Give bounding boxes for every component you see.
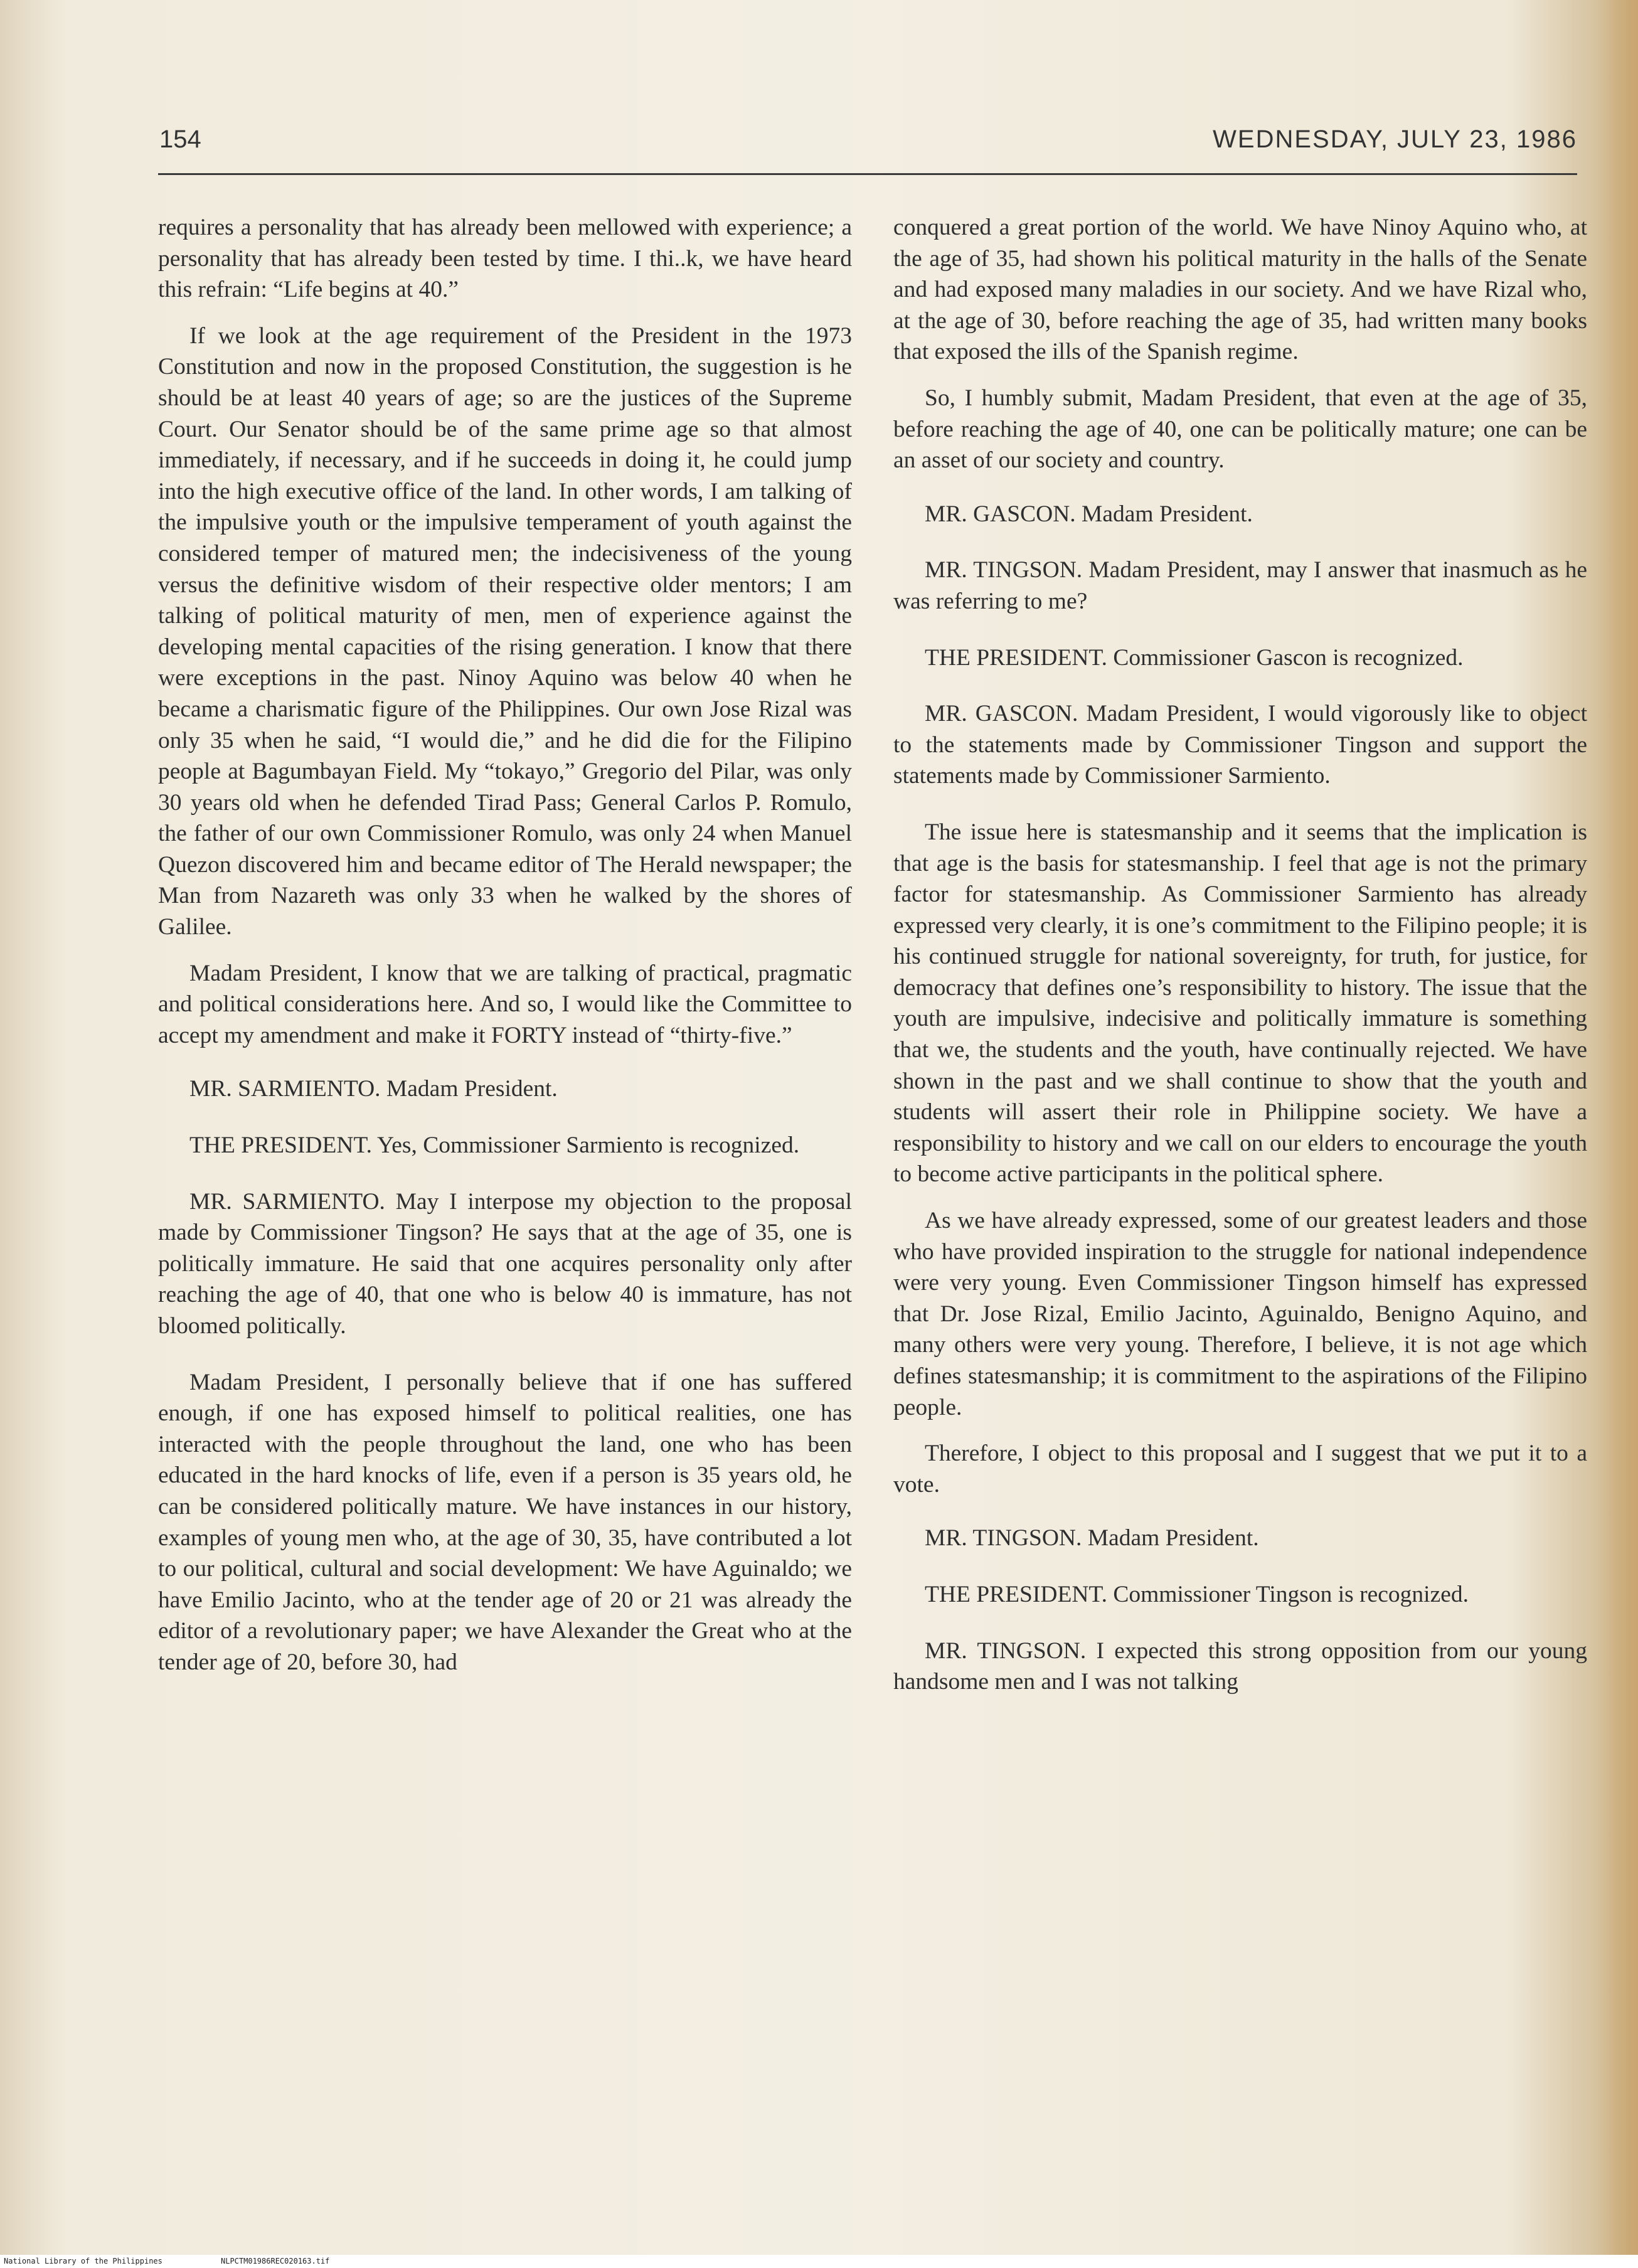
paragraph: The issue here is statesmanship and it seems that the implication is that age is the basis for statesmanship. I feel that age is not the primary factor for statesmanship. As Commissioner Sarmiento has already expressed very clearly, it is one’s commitment to the Filipino people; it is his continued struggle for national sovereignty, for truth, for justice, for democracy that defines one’s responsibility to history. The issue that the youth are impulsive, indecisive and politically immature is something that we, the students and the youth, have continually rejected. We have shown in the past and we shall continue to show that the youth and students will assert their role in Philippine society. We have a responsibility to history and we call on our elders to encourage the youth to become active participants in the political sphere.	[893, 819, 1587, 1188]
page-number: 154	[159, 125, 201, 153]
scan-filename: NLPCTM01986REC020163.tif	[221, 2257, 330, 2265]
session-date: WEDNESDAY, JULY 23, 1986	[1213, 125, 1577, 153]
speaker-line: MR. GASCON. Madam President, I would vigorously like to object to the statements made by Commissioner Tingson and support the statements made by Commissioner Sarmiento.	[893, 701, 1587, 789]
header-rule	[158, 173, 1577, 175]
speaker-line: MR. GASCON. Madam President.	[925, 501, 1253, 527]
paragraph: Madam President, I know that we are talking of practical, pragmatic and political considerations here. And so, I would like the Committee to accept my amendment and make it FORTY instead of “thirty-five.”	[158, 960, 852, 1048]
page-header	[158, 123, 1577, 173]
paragraph: Therefore, I object to this proposal and I suggest that we put it to a vote.	[893, 1440, 1587, 1498]
page-edge-shadow	[1600, 0, 1638, 2268]
speaker-line: THE PRESIDENT. Commissioner Gascon is recognized.	[925, 644, 1464, 671]
left-column	[158, 212, 852, 2063]
paragraph: Madam President, I personally believe that if one has suffered enough, if one has exposed himself to political realities, one has interacted with the people throughout the land, one who has been educated in the hard knocks of life, even if a person is 35 years old, he can be considered politically mature. We have instances in our history, examples of young men who, at the age of 30, 35, have contributed a lot to our political, cultural and social development: We have Aguinaldo; we have Emilio Jacinto, who at the tender age of 20 or 21 was already the editor of a revolutionary paper; we have Alexander the Great who at the tender age of 20, before 30, had	[158, 1369, 852, 1675]
paragraph: requires a personality that has already been mellowed with experience; a personality that has already been tested by time. I thi..k, we have heard this refrain: “Life begins at 40.”	[158, 215, 852, 303]
paragraph: conquered a great portion of the world. We have Ninoy Aquino who, at the age of 35, had shown his political maturity in the halls of the Senate and had exposed many maladies in our society. And we have Rizal who, at the age of 30, before reaching the age of 35, had written many books that exposed the ills of the Spanish regime.	[893, 215, 1587, 365]
speaker-line: MR. SARMIENTO. May I interpose my objection to the proposal made by Commissioner Tingson? He says that at the age of 35, one is politically immature. He said that one acquires personality only after reaching the age of 40, that one who is below 40 is immature, has not bloomed politically.	[158, 1188, 852, 1339]
speaker-line: MR. TINGSON. Madam President, may I answer that inasmuch as he was referring to me?	[893, 557, 1587, 614]
speaker-line: THE PRESIDENT. Commissioner Tingson is recognized.	[925, 1581, 1469, 1607]
speaker-line: THE PRESIDENT. Yes, Commissioner Sarmiento is recognized.	[189, 1132, 800, 1159]
paragraph: So, I humbly submit, Madam President, that even at the age of 35, before reaching the age of 40, one can be politically mature; one can be an asset of our society and country.	[893, 385, 1587, 474]
paragraph: As we have already expressed, some of our greatest leaders and those who have provided inspiration to the struggle for national independence were very young. Even Commissioner Tingson himself has expressed that Dr. Jose Rizal, Emilio Jacinto, Aguinaldo, Benigno Aquino, and many others were very young. Therefore, I believe, it is not age which defines statesmanship; it is commitment to the aspirations of the Filipino people.	[893, 1208, 1587, 1420]
paragraph: If we look at the age requirement of the President in the 1973 Constitution and now in the proposed Constitution, the suggestion is he should be at least 40 years of age; so are the justices of the Supreme Court. Our Senator should be of the same prime age so that almost immediately, if necessary, and if he succeeds in doing it, he could jump into the high executive office of the land. In other words, I am talking of the impulsive youth or the impulsive temperament of youth against the considered temper of matured men; the indecisiveness of the young versus the definitive wisdom of their respective older mentors; I am talking of political maturity of men, men of experience against the developing mental capacities of the rising generation. I know that there were exceptions in the past. Ninoy Aquino was below 40 when he became a charismatic figure of the Philippines. Our own Jose Rizal was only 35 when he said, “I would die,” and he did die for the Filipino people at Bagumbayan Field. My “tokayo,” Gregorio del Pilar, was only 30 years old when he defended Tirad Pass; General Carlos P. Romulo, the father of our own Commissioner Romulo, was only 24 when Manuel Quezon discovered him and became editor of The Herald newspaper; the Man from Nazareth was only 33 when he walked by the shores of Galilee.	[158, 322, 852, 940]
library-credit: National Library of the Philippines	[4, 2257, 162, 2265]
speaker-line: MR. SARMIENTO. Madam President.	[189, 1076, 558, 1102]
speaker-line: MR. TINGSON. Madam President.	[925, 1525, 1259, 1552]
speaker-line: MR. TINGSON. I expected this strong opposition from our young handsome men and I was not talking	[893, 1637, 1587, 1695]
right-column	[893, 212, 1587, 2063]
scan-footer	[0, 2255, 1638, 2268]
